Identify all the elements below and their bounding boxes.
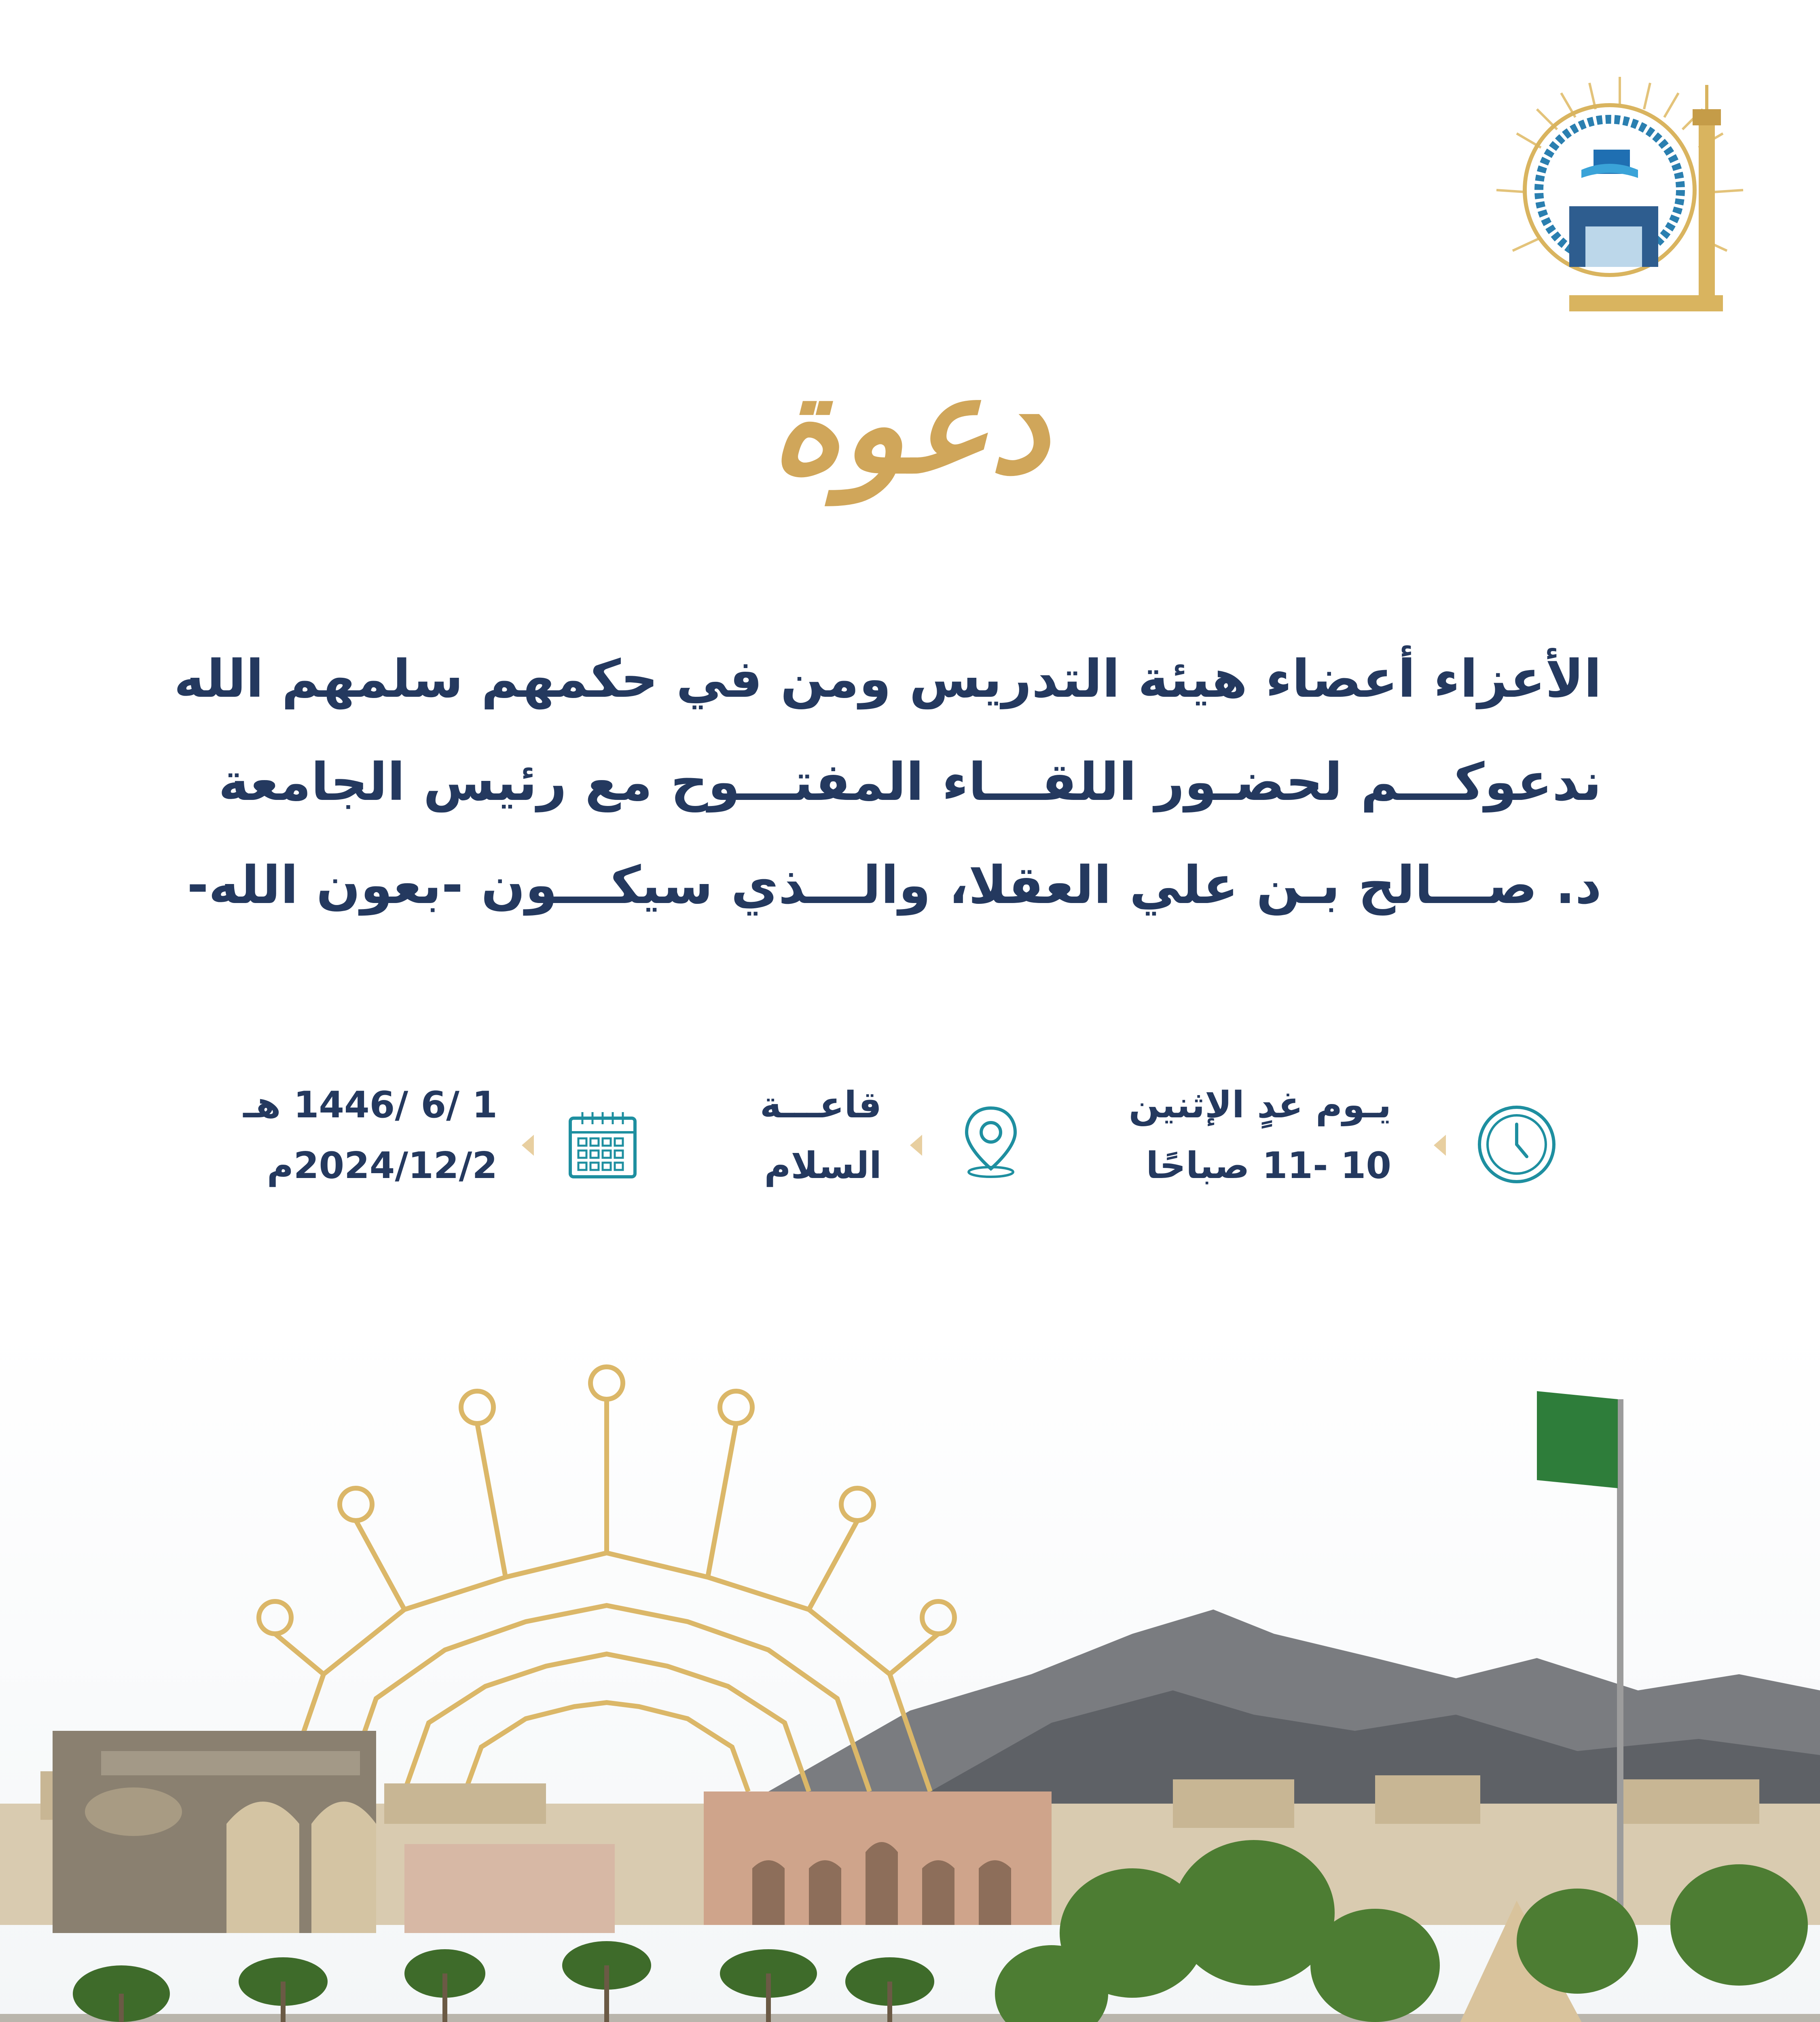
title-calligraphy	[728, 283, 1092, 566]
place-name: السلام	[764, 1144, 882, 1187]
date-pointer	[522, 1135, 534, 1156]
title-text: دعوة	[771, 346, 1049, 503]
place-pointer	[910, 1135, 922, 1156]
date-gregorian: 2024/12/2م	[267, 1144, 497, 1187]
place-hall: قاعـــة	[760, 1084, 882, 1126]
time-day: يـوم غدٍ الإثنين	[1128, 1084, 1391, 1126]
clock-icon	[1476, 1104, 1557, 1185]
invitation-line-2: ندعوكـــم لحضـور اللقـــاء المفتـــوح مع رئيس الجامعة	[218, 752, 1602, 812]
calendar-icon	[562, 1104, 643, 1185]
date-hijri: 1 /6 /1446 هـ	[243, 1084, 497, 1126]
time-pointer	[1434, 1135, 1446, 1156]
location-pin-icon	[950, 1100, 1031, 1181]
university-logo	[1488, 69, 1751, 332]
invitation-line-3: د. صـــالح بـن علي العقلا، والـــذي سيكـــون -بعون الله-	[187, 855, 1602, 916]
campus-photo	[0, 1326, 1820, 2022]
invitation-line-1: الأعزاء أعضاء هيئة التدريس ومن في حكمهم سلمهم الله	[174, 649, 1602, 709]
time-hours: 10 -11 صباحًا	[1146, 1144, 1391, 1187]
